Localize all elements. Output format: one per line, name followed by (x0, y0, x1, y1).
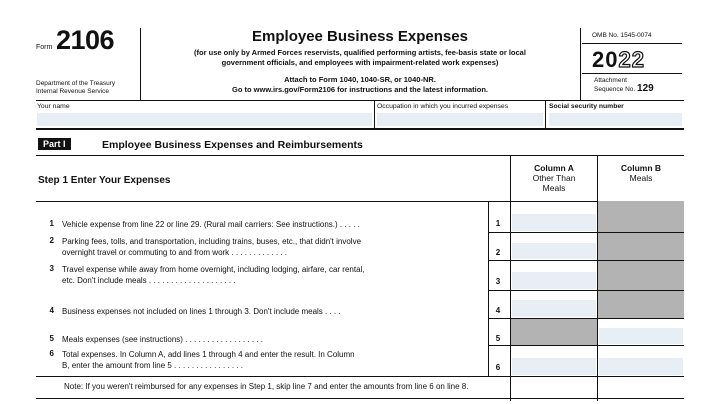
line-5-col-a-shaded (511, 319, 597, 345)
part1-top-rule (36, 128, 684, 130)
year-prefix: 20 (592, 47, 619, 72)
line-2-number: 2 (49, 236, 54, 245)
irs-name: Internal Revenue Service (36, 88, 109, 95)
form-label: Form (36, 44, 53, 51)
omb-number: OMB No. 1545-0074 (592, 32, 652, 39)
header-bottom-rule (36, 100, 684, 101)
line-2-text (62, 236, 484, 258)
line-3-box: 3 (495, 277, 501, 286)
line-6-col-a-input[interactable] (512, 358, 596, 375)
line-5-box: 5 (495, 334, 501, 343)
line-4-number: 4 (49, 306, 54, 315)
line-4-box: 4 (495, 306, 501, 315)
column-a-sub-1: Other Than (532, 173, 576, 183)
column-a-heading (511, 163, 597, 193)
department-name: Department of the Treasury (36, 80, 116, 87)
line-5-rule (488, 345, 684, 346)
year-suffix: 22 (618, 47, 645, 72)
line-1-number: 1 (49, 219, 54, 228)
name-divider (374, 100, 375, 128)
line-3-text (62, 264, 484, 286)
line-3-number: 3 (49, 264, 54, 273)
line-2-col-b-shaded (598, 233, 684, 260)
part1-title: Employee Business Expenses and Reimbursements (102, 139, 363, 151)
your-name-input[interactable] (37, 113, 372, 126)
line-6-text-2: B, enter the amount from line 5 . . . . . . . . . . . . . . . . (62, 361, 243, 370)
goto-line[interactable]: Go to www.irs.gov/Form2106 for instructions and the latest information. (231, 85, 488, 94)
line-1-text: Vehicle expense from line 22 or line 29. (Rural mail carriers: See instructions.) . . . . . (62, 220, 360, 229)
part1-tag: Part I (38, 138, 71, 150)
ssn-label: Social security number (549, 103, 624, 110)
line-5-text: Meals expenses (see instructions) . . . . . . . . . . . . . . . . . . (62, 335, 263, 344)
header-divider-right (580, 28, 581, 100)
attachment-label: Attachment (594, 77, 627, 84)
line-3-col-b-shaded (598, 261, 684, 290)
occupation-divider (545, 100, 546, 128)
part1-header-rule (36, 155, 684, 156)
line-5-number: 5 (49, 334, 54, 343)
line-6-col-b-input[interactable] (599, 358, 683, 375)
subtitle-line-1: (for use only by Armed Forces reservists, qualified performing artists, fee-basis state or local (194, 48, 526, 57)
line-3-col-a-input[interactable] (512, 272, 596, 289)
line-2-text-1: Parking fees, tolls, and transportation, including trains, buses, etc., that didn't involve (62, 237, 362, 246)
department-label (36, 80, 115, 96)
note-bottom-rule (36, 398, 684, 399)
line-1-col-b-shaded (598, 201, 684, 232)
line-3-text-2: etc. Don't include meals . . . . . . . . . . . . . . . . . . . . (62, 276, 236, 285)
header-divider-left (140, 28, 141, 100)
line-6-text (62, 349, 484, 371)
column-b-title: Column B (620, 163, 662, 173)
subtitle-line-2: government officials, and employees with impairment-related work expenses) (221, 58, 499, 67)
line-6-rule (36, 376, 684, 377)
ssn-input[interactable] (549, 113, 682, 126)
sequence-label: Sequence No. (594, 86, 636, 93)
tax-year (592, 47, 645, 73)
attach-line: Attach to Form 1040, 1040-SR, or 1040-NR. (284, 75, 436, 84)
omb-divider (582, 43, 682, 44)
line-1-box: 1 (495, 219, 501, 228)
occupation-input[interactable] (377, 113, 543, 126)
line-6-text-1: Total expenses. In Column A, add lines 1 through 4 and enter the result. In Column (62, 350, 355, 359)
year-divider (582, 73, 682, 74)
line-5-col-b-input[interactable] (599, 328, 683, 344)
form-subtitle (142, 48, 578, 68)
attachment-sequence (594, 77, 654, 94)
occupation-label: Occupation in which you incurred expenses (377, 103, 509, 110)
line-4-col-b-shaded (598, 291, 684, 318)
step1-header-rule (36, 201, 684, 202)
form-number: 2106 (56, 25, 115, 55)
your-name-label: Your name (37, 103, 70, 110)
step1-note: Note: If you weren't reimbursed for any expenses in Step 1, skip line 7 and enter the amounts from line 6 on line 8. (64, 382, 469, 391)
line-2-text-2: overnight travel or commuting to and from work . . . . . . . . . . . . . (62, 248, 287, 257)
line-4-text: Business expenses not included on lines 1 through 3. Don't include meals . . . . (62, 307, 341, 316)
linebox-left-border (488, 201, 489, 376)
form-title: Employee Business Expenses (252, 28, 468, 45)
step1-title: Step 1 Enter Your Expenses (38, 175, 171, 186)
column-a-title: Column A (534, 163, 574, 173)
sequence-number: 129 (637, 83, 654, 94)
line-3-text-1: Travel expense while away from home overnight, including lodging, airfare, car rental, (62, 265, 365, 274)
column-b-sub: Meals (629, 173, 653, 183)
line-1-col-a-input[interactable] (512, 214, 596, 231)
form-instructions (142, 75, 578, 95)
column-a-sub-2: Meals (542, 183, 566, 193)
line-6-box: 6 (495, 363, 501, 372)
column-b-heading (598, 163, 684, 183)
line-2-col-a-input[interactable] (512, 243, 596, 259)
line-4-col-a-input[interactable] (512, 300, 596, 317)
line-6-number: 6 (49, 349, 54, 358)
line-2-box: 2 (495, 248, 501, 257)
